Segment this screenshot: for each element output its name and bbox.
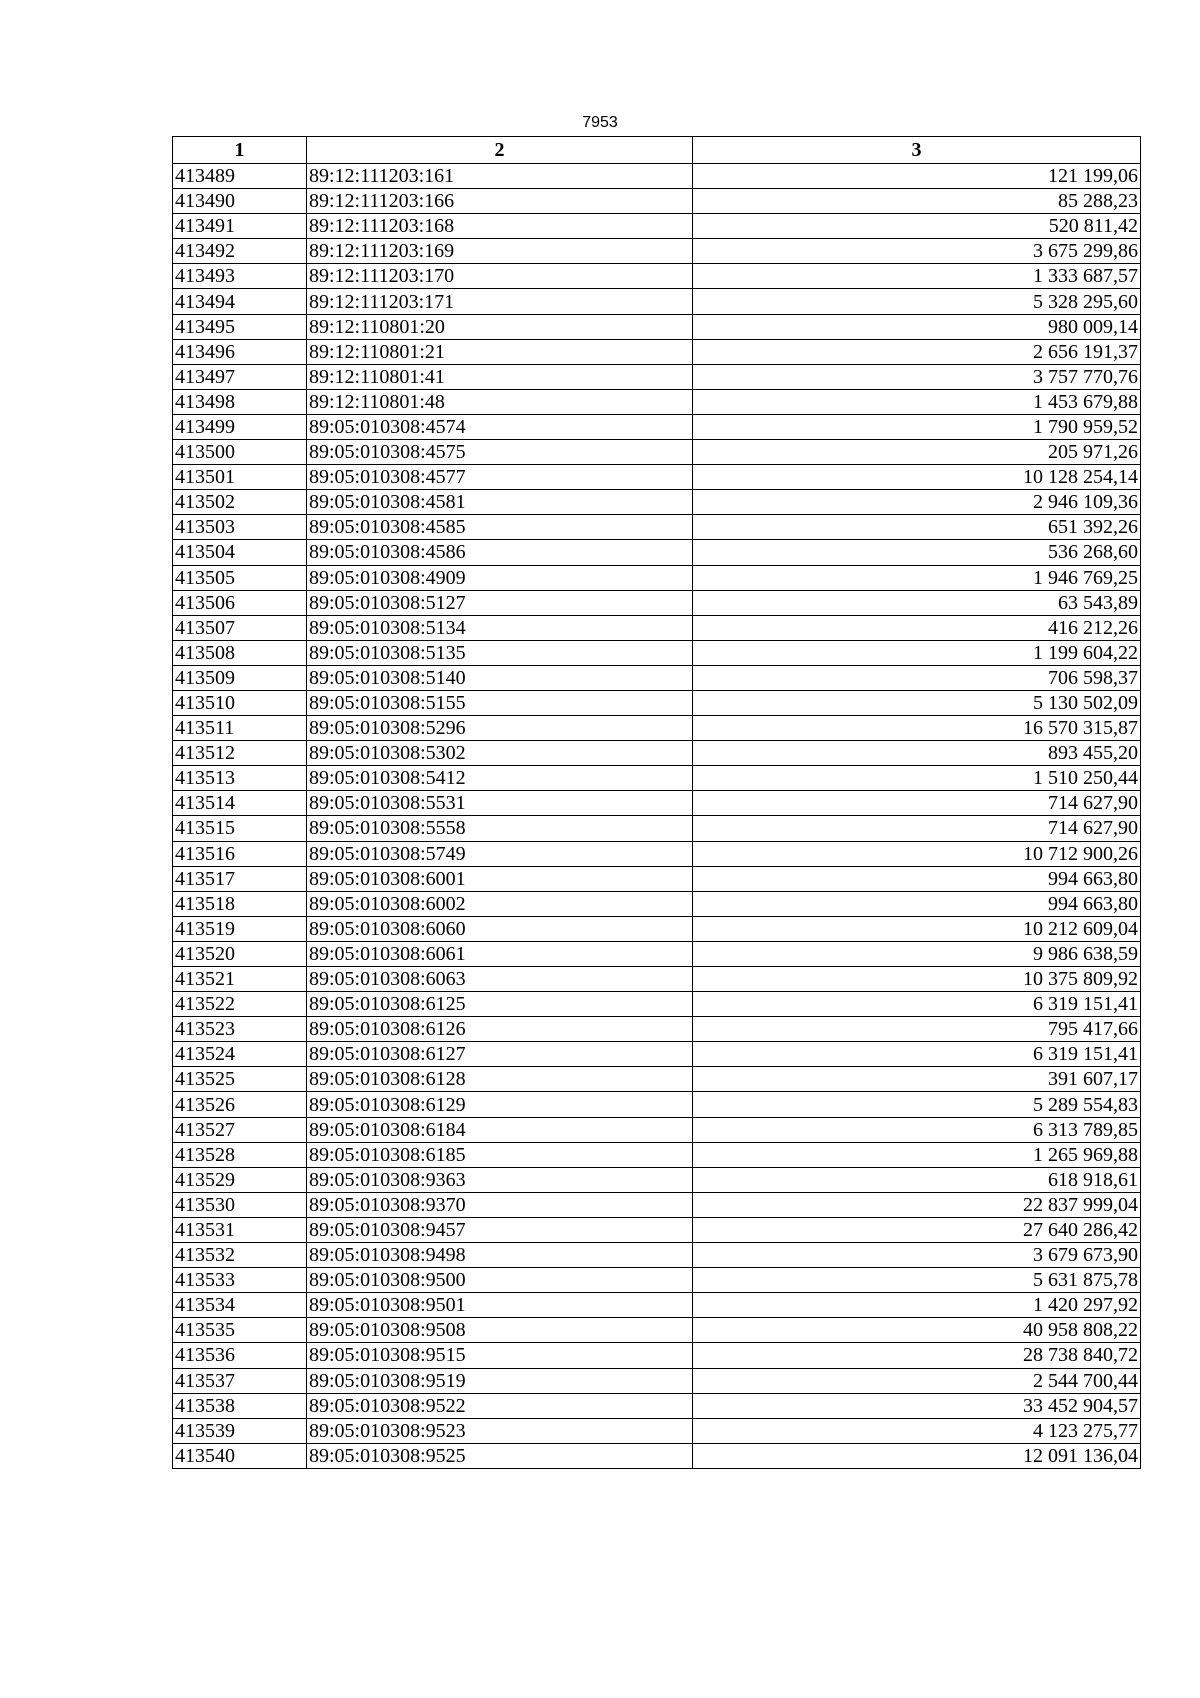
row-number-cell: 413536 xyxy=(173,1343,307,1368)
cadastral-number-cell: 89:05:010308:4581 xyxy=(307,490,693,515)
row-number-cell: 413493 xyxy=(173,264,307,289)
table-row xyxy=(173,1217,1141,1242)
cadastral-value-cell: 994 663,80 xyxy=(693,866,1141,891)
table-row xyxy=(173,389,1141,414)
cadastral-number-cell: 89:12:111203:161 xyxy=(307,164,693,189)
cadastral-number-cell: 89:05:010308:5412 xyxy=(307,766,693,791)
cadastral-value-cell: 1 510 250,44 xyxy=(693,766,1141,791)
cadastral-value-cell: 994 663,80 xyxy=(693,891,1141,916)
row-number-cell: 413532 xyxy=(173,1243,307,1268)
table-row xyxy=(173,440,1141,465)
cadastral-value-cell: 1 453 679,88 xyxy=(693,389,1141,414)
cadastral-number-cell: 89:05:010308:5531 xyxy=(307,791,693,816)
cadastral-number-cell: 89:05:010308:4575 xyxy=(307,440,693,465)
table-row xyxy=(173,716,1141,741)
column-header-1: 1 xyxy=(173,137,307,164)
cadastral-number-cell: 89:05:010308:9457 xyxy=(307,1217,693,1242)
cadastral-number-cell: 89:05:010308:5127 xyxy=(307,590,693,615)
cadastral-value-cell: 3 757 770,76 xyxy=(693,364,1141,389)
table-row xyxy=(173,1368,1141,1393)
cadastral-value-cell: 618 918,61 xyxy=(693,1167,1141,1192)
cadastral-number-cell: 89:05:010308:6129 xyxy=(307,1092,693,1117)
cadastral-number-cell: 89:05:010308:5302 xyxy=(307,741,693,766)
table-row xyxy=(173,289,1141,314)
table-row xyxy=(173,1293,1141,1318)
row-number-cell: 413529 xyxy=(173,1167,307,1192)
cadastral-number-cell: 89:05:010308:5296 xyxy=(307,716,693,741)
cadastral-number-cell: 89:05:010308:9525 xyxy=(307,1443,693,1468)
row-number-cell: 413521 xyxy=(173,967,307,992)
cadastral-number-cell: 89:05:010308:6127 xyxy=(307,1042,693,1067)
cadastral-number-cell: 89:05:010308:5749 xyxy=(307,841,693,866)
cadastral-value-cell: 795 417,66 xyxy=(693,1017,1141,1042)
row-number-cell: 413497 xyxy=(173,364,307,389)
cadastral-number-cell: 89:05:010308:9508 xyxy=(307,1318,693,1343)
cadastral-value-cell: 706 598,37 xyxy=(693,665,1141,690)
row-number-cell: 413494 xyxy=(173,289,307,314)
table-row xyxy=(173,164,1141,189)
row-number-cell: 413523 xyxy=(173,1017,307,1042)
cadastral-number-cell: 89:05:010308:4585 xyxy=(307,515,693,540)
table-row xyxy=(173,590,1141,615)
row-number-cell: 413515 xyxy=(173,816,307,841)
row-number-cell: 413516 xyxy=(173,841,307,866)
row-number-cell: 413517 xyxy=(173,866,307,891)
table-row xyxy=(173,189,1141,214)
cadastral-value-cell: 2 946 109,36 xyxy=(693,490,1141,515)
row-number-cell: 413514 xyxy=(173,791,307,816)
table-row xyxy=(173,992,1141,1017)
cadastral-value-cell: 27 640 286,42 xyxy=(693,1217,1141,1242)
table-body xyxy=(173,164,1141,1469)
row-number-cell: 413489 xyxy=(173,164,307,189)
cadastral-number-cell: 89:05:010308:9363 xyxy=(307,1167,693,1192)
row-number-cell: 413510 xyxy=(173,690,307,715)
cadastral-value-cell: 714 627,90 xyxy=(693,816,1141,841)
table-row xyxy=(173,766,1141,791)
row-number-cell: 413528 xyxy=(173,1142,307,1167)
table-row xyxy=(173,314,1141,339)
cadastral-value-cell: 9 986 638,59 xyxy=(693,941,1141,966)
row-number-cell: 413490 xyxy=(173,189,307,214)
cadastral-number-cell: 89:12:111203:171 xyxy=(307,289,693,314)
cadastral-number-cell: 89:05:010308:6061 xyxy=(307,941,693,966)
row-number-cell: 413512 xyxy=(173,741,307,766)
table-row xyxy=(173,967,1141,992)
row-number-cell: 413495 xyxy=(173,314,307,339)
row-number-cell: 413502 xyxy=(173,490,307,515)
table-row xyxy=(173,841,1141,866)
cadastral-value-cell: 416 212,26 xyxy=(693,615,1141,640)
cadastral-value-cell: 1 333 687,57 xyxy=(693,264,1141,289)
table-row xyxy=(173,414,1141,439)
cadastral-number-cell: 89:05:010308:4574 xyxy=(307,414,693,439)
cadastral-number-cell: 89:05:010308:6125 xyxy=(307,992,693,1017)
row-number-cell: 413540 xyxy=(173,1443,307,1468)
table-row xyxy=(173,339,1141,364)
row-number-cell: 413531 xyxy=(173,1217,307,1242)
cadastral-number-cell: 89:12:110801:41 xyxy=(307,364,693,389)
column-header-3: 3 xyxy=(693,137,1141,164)
cadastral-value-cell: 2 544 700,44 xyxy=(693,1368,1141,1393)
row-number-cell: 413496 xyxy=(173,339,307,364)
table-row xyxy=(173,866,1141,891)
table-row xyxy=(173,214,1141,239)
row-number-cell: 413538 xyxy=(173,1393,307,1418)
cadastral-number-cell: 89:05:010308:6126 xyxy=(307,1017,693,1042)
row-number-cell: 413535 xyxy=(173,1318,307,1343)
cadastral-number-cell: 89:05:010308:5155 xyxy=(307,690,693,715)
cadastral-value-cell: 3 679 673,90 xyxy=(693,1243,1141,1268)
cadastral-number-cell: 89:05:010308:9370 xyxy=(307,1192,693,1217)
cadastral-value-cell: 3 675 299,86 xyxy=(693,239,1141,264)
table-row xyxy=(173,1117,1141,1142)
table-row xyxy=(173,1042,1141,1067)
cadastral-number-cell: 89:05:010308:9498 xyxy=(307,1243,693,1268)
table-row xyxy=(173,1393,1141,1418)
table-row xyxy=(173,690,1141,715)
table-row xyxy=(173,465,1141,490)
cadastral-value-cell: 6 319 151,41 xyxy=(693,1042,1141,1067)
table-row xyxy=(173,1343,1141,1368)
cadastral-number-cell: 89:05:010308:9523 xyxy=(307,1418,693,1443)
cadastral-value-table xyxy=(172,136,1141,1469)
row-number-cell: 413518 xyxy=(173,891,307,916)
row-number-cell: 413530 xyxy=(173,1192,307,1217)
table-row xyxy=(173,891,1141,916)
cadastral-value-cell: 85 288,23 xyxy=(693,189,1141,214)
table-row xyxy=(173,1268,1141,1293)
cadastral-number-cell: 89:05:010308:6002 xyxy=(307,891,693,916)
row-number-cell: 413524 xyxy=(173,1042,307,1067)
cadastral-number-cell: 89:05:010308:5558 xyxy=(307,816,693,841)
row-number-cell: 413504 xyxy=(173,540,307,565)
table-row xyxy=(173,1092,1141,1117)
table-row xyxy=(173,1243,1141,1268)
cadastral-value-cell: 5 631 875,78 xyxy=(693,1268,1141,1293)
cadastral-number-cell: 89:05:010308:9500 xyxy=(307,1268,693,1293)
cadastral-value-cell: 520 811,42 xyxy=(693,214,1141,239)
cadastral-value-cell: 121 199,06 xyxy=(693,164,1141,189)
cadastral-number-cell: 89:05:010308:4586 xyxy=(307,540,693,565)
row-number-cell: 413505 xyxy=(173,565,307,590)
cadastral-value-cell: 28 738 840,72 xyxy=(693,1343,1141,1368)
table-row xyxy=(173,565,1141,590)
table-row xyxy=(173,791,1141,816)
table-row xyxy=(173,816,1141,841)
cadastral-value-cell: 5 328 295,60 xyxy=(693,289,1141,314)
cadastral-number-cell: 89:05:010308:5135 xyxy=(307,640,693,665)
cadastral-value-cell: 1 420 297,92 xyxy=(693,1293,1141,1318)
row-number-cell: 413533 xyxy=(173,1268,307,1293)
cadastral-value-cell: 714 627,90 xyxy=(693,791,1141,816)
row-number-cell: 413491 xyxy=(173,214,307,239)
row-number-cell: 413492 xyxy=(173,239,307,264)
cadastral-value-cell: 1 265 969,88 xyxy=(693,1142,1141,1167)
table-row xyxy=(173,515,1141,540)
table-row xyxy=(173,640,1141,665)
cadastral-value-cell: 22 837 999,04 xyxy=(693,1192,1141,1217)
row-number-cell: 413537 xyxy=(173,1368,307,1393)
cadastral-value-cell: 10 212 609,04 xyxy=(693,916,1141,941)
row-number-cell: 413500 xyxy=(173,440,307,465)
cadastral-value-cell: 205 971,26 xyxy=(693,440,1141,465)
table-row xyxy=(173,1067,1141,1092)
cadastral-number-cell: 89:05:010308:6063 xyxy=(307,967,693,992)
cadastral-value-cell: 2 656 191,37 xyxy=(693,339,1141,364)
row-number-cell: 413525 xyxy=(173,1067,307,1092)
cadastral-value-cell: 10 128 254,14 xyxy=(693,465,1141,490)
table-row xyxy=(173,1142,1141,1167)
cadastral-value-cell: 893 455,20 xyxy=(693,741,1141,766)
cadastral-number-cell: 89:05:010308:6185 xyxy=(307,1142,693,1167)
cadastral-number-cell: 89:12:111203:166 xyxy=(307,189,693,214)
table-row xyxy=(173,364,1141,389)
row-number-cell: 413503 xyxy=(173,515,307,540)
table-row xyxy=(173,615,1141,640)
cadastral-number-cell: 89:12:110801:48 xyxy=(307,389,693,414)
cadastral-value-cell: 33 452 904,57 xyxy=(693,1393,1141,1418)
table-row xyxy=(173,1318,1141,1343)
row-number-cell: 413513 xyxy=(173,766,307,791)
header-row xyxy=(173,137,1141,164)
cadastral-number-cell: 89:05:010308:6184 xyxy=(307,1117,693,1142)
cadastral-number-cell: 89:05:010308:9519 xyxy=(307,1368,693,1393)
cadastral-number-cell: 89:12:111203:169 xyxy=(307,239,693,264)
cadastral-value-cell: 1 790 959,52 xyxy=(693,414,1141,439)
cadastral-number-cell: 89:12:110801:20 xyxy=(307,314,693,339)
table-row xyxy=(173,1167,1141,1192)
cadastral-value-cell: 536 268,60 xyxy=(693,540,1141,565)
row-number-cell: 413508 xyxy=(173,640,307,665)
row-number-cell: 413511 xyxy=(173,716,307,741)
cadastral-value-cell: 10 375 809,92 xyxy=(693,967,1141,992)
cadastral-value-cell: 651 392,26 xyxy=(693,515,1141,540)
cadastral-value-cell: 6 313 789,85 xyxy=(693,1117,1141,1142)
cadastral-number-cell: 89:12:111203:168 xyxy=(307,214,693,239)
row-number-cell: 413534 xyxy=(173,1293,307,1318)
table-row xyxy=(173,540,1141,565)
table-row xyxy=(173,941,1141,966)
table-header xyxy=(173,137,1141,164)
row-number-cell: 413526 xyxy=(173,1092,307,1117)
cadastral-number-cell: 89:05:010308:6128 xyxy=(307,1067,693,1092)
cadastral-value-cell: 980 009,14 xyxy=(693,314,1141,339)
table-row xyxy=(173,490,1141,515)
row-number-cell: 413522 xyxy=(173,992,307,1017)
cadastral-number-cell: 89:05:010308:4577 xyxy=(307,465,693,490)
page-number: 7953 xyxy=(582,114,618,131)
table-row xyxy=(173,916,1141,941)
cadastral-value-cell: 10 712 900,26 xyxy=(693,841,1141,866)
cadastral-number-cell: 89:05:010308:9501 xyxy=(307,1293,693,1318)
cadastral-number-cell: 89:05:010308:9515 xyxy=(307,1343,693,1368)
row-number-cell: 413539 xyxy=(173,1418,307,1443)
row-number-cell: 413527 xyxy=(173,1117,307,1142)
table-row xyxy=(173,1443,1141,1468)
table-row xyxy=(173,741,1141,766)
row-number-cell: 413498 xyxy=(173,389,307,414)
row-number-cell: 413509 xyxy=(173,665,307,690)
cadastral-value-cell: 16 570 315,87 xyxy=(693,716,1141,741)
row-number-cell: 413506 xyxy=(173,590,307,615)
cadastral-value-cell: 1 946 769,25 xyxy=(693,565,1141,590)
table-row xyxy=(173,1418,1141,1443)
cadastral-number-cell: 89:12:111203:170 xyxy=(307,264,693,289)
cadastral-value-cell: 5 289 554,83 xyxy=(693,1092,1141,1117)
cadastral-value-cell: 12 091 136,04 xyxy=(693,1443,1141,1468)
cadastral-number-cell: 89:05:010308:5140 xyxy=(307,665,693,690)
table-row xyxy=(173,1192,1141,1217)
row-number-cell: 413499 xyxy=(173,414,307,439)
cadastral-value-cell: 6 319 151,41 xyxy=(693,992,1141,1017)
cadastral-value-cell: 5 130 502,09 xyxy=(693,690,1141,715)
cadastral-number-cell: 89:05:010308:6060 xyxy=(307,916,693,941)
row-number-cell: 413507 xyxy=(173,615,307,640)
table-row xyxy=(173,239,1141,264)
row-number-cell: 413501 xyxy=(173,465,307,490)
table-row xyxy=(173,665,1141,690)
cadastral-number-cell: 89:05:010308:6001 xyxy=(307,866,693,891)
cadastral-value-cell: 4 123 275,77 xyxy=(693,1418,1141,1443)
column-header-2: 2 xyxy=(307,137,693,164)
cadastral-value-cell: 40 958 808,22 xyxy=(693,1318,1141,1343)
table-row xyxy=(173,264,1141,289)
row-number-cell: 413520 xyxy=(173,941,307,966)
cadastral-number-cell: 89:05:010308:5134 xyxy=(307,615,693,640)
row-number-cell: 413519 xyxy=(173,916,307,941)
cadastral-number-cell: 89:05:010308:9522 xyxy=(307,1393,693,1418)
cadastral-value-cell: 391 607,17 xyxy=(693,1067,1141,1092)
cadastral-number-cell: 89:05:010308:4909 xyxy=(307,565,693,590)
cadastral-value-cell: 63 543,89 xyxy=(693,590,1141,615)
cadastral-value-cell: 1 199 604,22 xyxy=(693,640,1141,665)
cadastral-number-cell: 89:12:110801:21 xyxy=(307,339,693,364)
table-row xyxy=(173,1017,1141,1042)
